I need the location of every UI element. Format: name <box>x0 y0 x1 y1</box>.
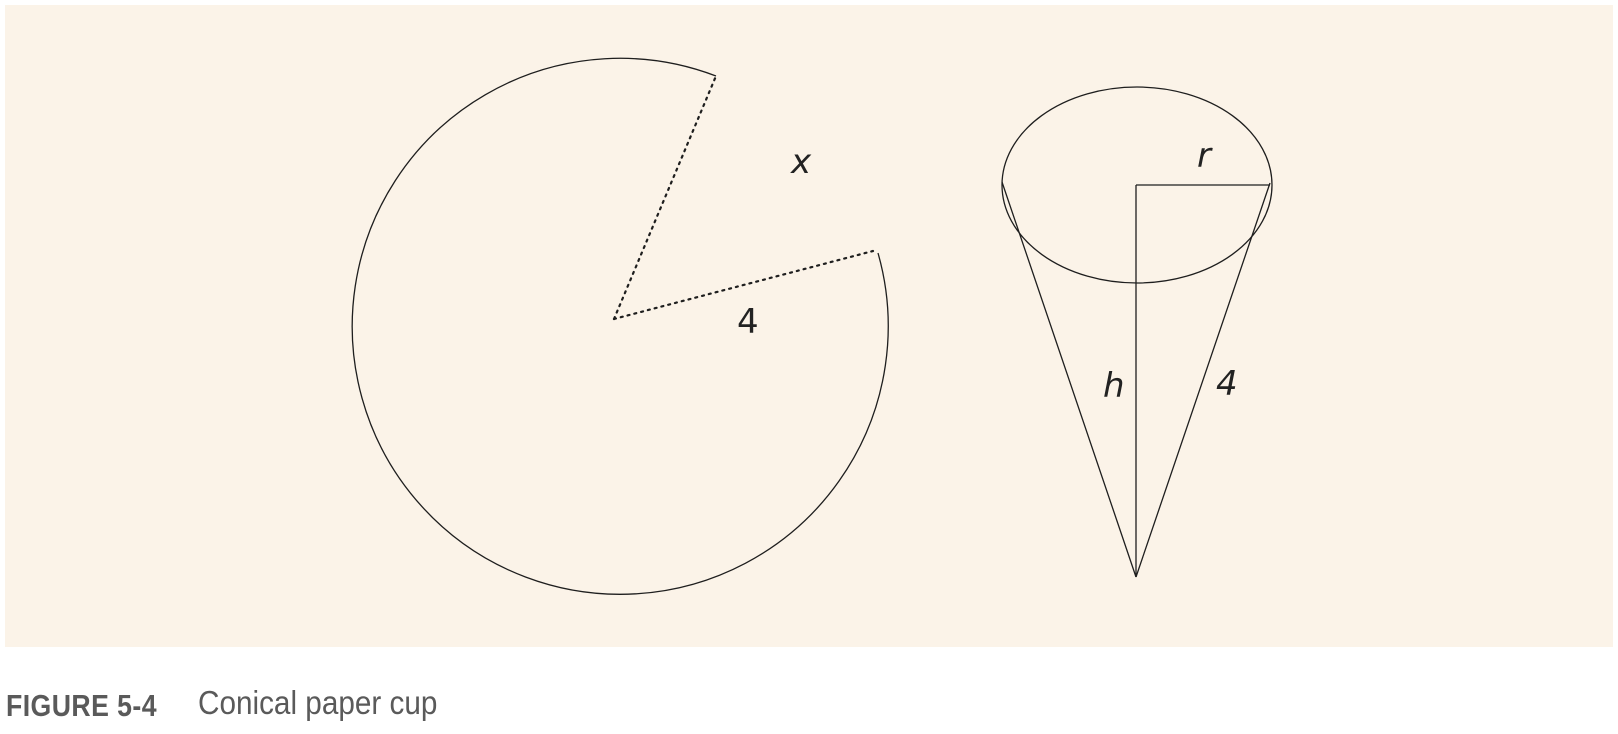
sector-arc <box>352 58 888 594</box>
figure-diagram <box>5 5 1613 647</box>
cone-right-slant <box>1136 183 1270 577</box>
cone-height-label: h <box>1103 366 1125 406</box>
figure-panel <box>5 5 1613 647</box>
sector-radius-label: 4 <box>737 302 759 342</box>
cone-slant-label: 4 <box>1216 364 1238 404</box>
figure-number: FIGURE 5-4 <box>6 688 157 723</box>
sector-arc-label: x <box>791 142 812 182</box>
sector-radius-upper <box>614 76 716 319</box>
cone-radius-label: r <box>1197 136 1211 176</box>
figure-title: Conical paper cup <box>198 684 438 721</box>
figure-caption <box>6 684 438 728</box>
